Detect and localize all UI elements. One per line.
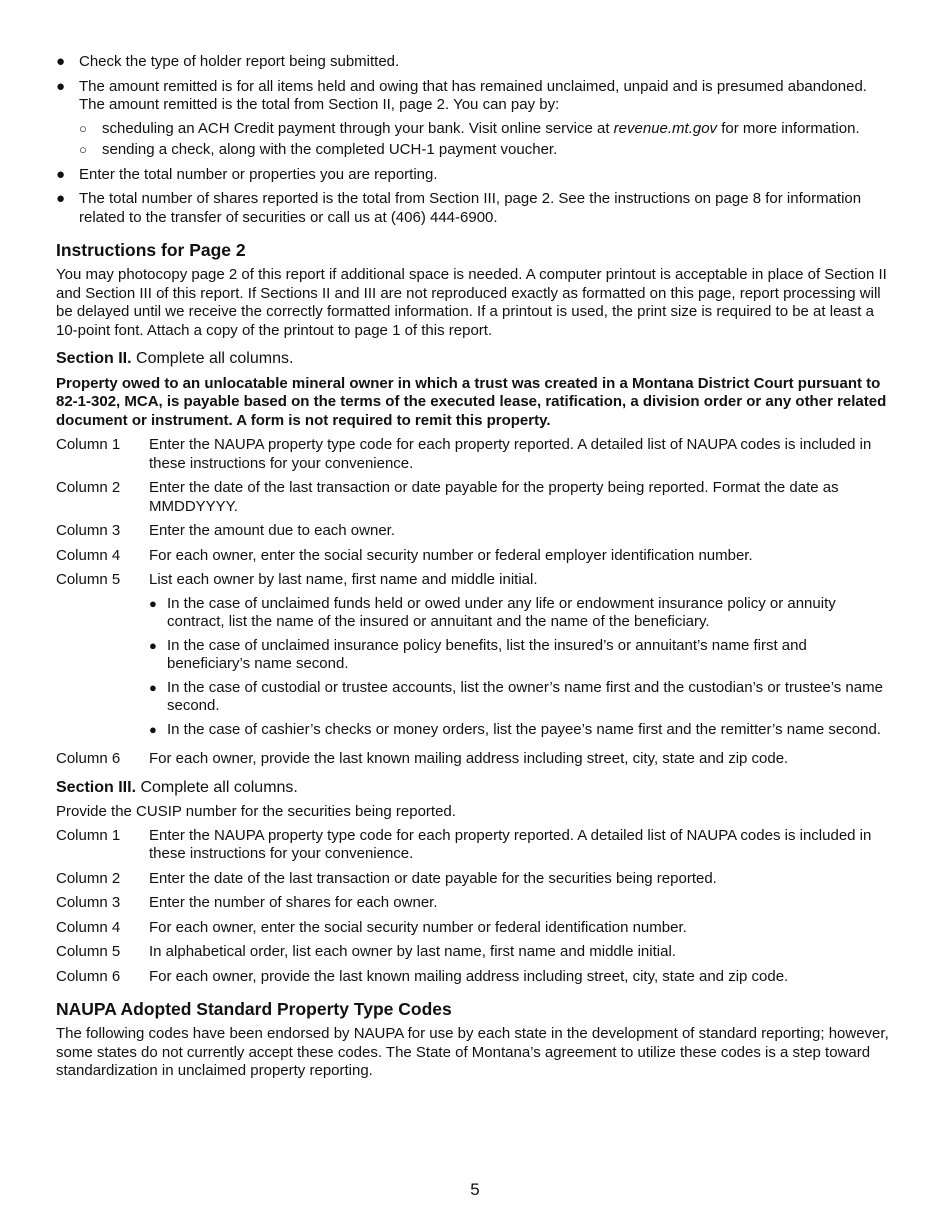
page-number: 5 — [470, 1180, 480, 1199]
column-row: Column 5 List each owner by last name, first name and middle initial. ● In the case of unclaimed funds held or owed under any life or endowment insurance policy or annuity contract, list the name of the insured or annuitant and the name of the beneficiary. ● In the case of unclaimed insurance policy benefits, list the insured’s or annuitant’s name first and beneficiary’s name second. ● In the case of custodial or trustee accounts, list the owner’s name first and the custodian’s or trustee’s name second. ● In the case of cashier’s checks or money orders, list the payee’s name first and the remitter’s name second. — [56, 571, 894, 744]
page2-heading: Instructions for Page 2 — [56, 240, 246, 260]
column-row: Column 4 For each owner, enter the social security number or federal employer identification number. — [56, 546, 753, 564]
list-item: ● In the case of custodial or trustee accounts, list the owner’s name first and the custodian’s or trustee’s name second. — [149, 678, 883, 714]
list-item: ● In the case of unclaimed insurance policy benefits, list the insured’s or annuitant’s name first and beneficiary’s name second. — [149, 636, 807, 672]
section3-intro: Provide the CUSIP number for the securities being reported. — [56, 803, 456, 820]
section2-columns — [56, 436, 894, 769]
revenue-link[interactable]: revenue.mt.gov — [613, 119, 718, 137]
list-item: ○ scheduling an ACH Credit payment through your bank. Visit online service at revenue.mt.gov for more information. — [79, 119, 860, 137]
list-item: ● In the case of cashier’s checks or money orders, list the payee’s name first and the remitter’s name second. — [149, 720, 881, 738]
naupa-text: The following codes have been endorsed by NAUPA for use by each state in the development of standard reporting; however, some states do not currently accept these codes. The State of Montana’s agreement to utilize these codes is a step toward standardization in unclaimed property reporting. — [56, 1025, 889, 1079]
list-item: ● In the case of unclaimed funds held or owed under any life or endowment insurance policy or annuity contract, list the name of the insured or annuitant and the name of the beneficiary. — [149, 594, 836, 630]
column-row: Column 3 Enter the number of shares for each owner. — [56, 894, 438, 911]
section2-heading: Section II. Complete all columns. — [56, 350, 294, 367]
column-row: Column 6 For each owner, provide the last known mailing address including street, city, state and zip code. — [56, 967, 789, 985]
column-row: Column 1 Enter the NAUPA property type code for each property reported. A detailed list of NAUPA codes is included in these instructions for your convenience. — [56, 826, 872, 862]
column-row: Column 4 For each owner, enter the social security number or federal identification number. — [56, 918, 687, 936]
column-row: Column 5 In alphabetical order, list each owner by last name, first name and middle initial. — [56, 943, 676, 960]
section2-bold-note: Property owed to an unlocatable mineral owner in which a trust was created in a Montana District Court pursuant to 82-1-302, MCA, is payable based on the terms of the executed lease, ratification, a division order or any other related document or instrument. A form is not required to remit this property. — [56, 374, 887, 429]
list-item: ● The total number of shares reported is the total from Section III, page 2. See the instructions on page 8 for information related to the transfer of securities or call us at (406) 444-6900. — [56, 190, 862, 226]
section3-heading: Section III. Complete all columns. — [56, 778, 298, 796]
page2-intro: You may photocopy page 2 of this report if additional space is needed. A computer printout is acceptable in place of Section II and Section III of this report. If Sections II and III are not reproduced exactly as formatted on this page, report processing will be delayed until we receive the correctly formatted information. If a printout is used, the print size is required to be at least a 10-point font. Attach a copy of the printout to page 1 of this report. — [56, 266, 887, 339]
list-item: ○ sending a check, along with the completed UCH-1 payment voucher. — [79, 141, 558, 158]
section3-columns — [56, 827, 894, 987]
column-row: Column 2 Enter the date of the last transaction or date payable for the securities being reported. — [56, 869, 717, 887]
column-row: Column 2 Enter the date of the last transaction or date payable for the property being reported. Format the date as MMDDYYYY. — [56, 479, 839, 515]
payment-options-list — [79, 120, 894, 160]
column5-bullets — [149, 595, 894, 740]
holder-report-bullets — [56, 53, 894, 227]
column-row: Column 1 Enter the NAUPA property type code for each property reported. A detailed list of NAUPA codes is included in these instructions for your convenience. — [56, 436, 872, 472]
list-item: ● Enter the total number or properties you are reporting. — [56, 165, 438, 183]
list-item: ● The amount remitted is for all items held and owing that has remained unclaimed, unpaid and is presumed abandoned. The amount remitted is the total from Section II, page 2. You can pay by: ○ scheduling an ACH Credit payment through your bank. Visit online service at revenue.mt.gov for more information. ○ sending a check, along with the completed UCH-1 payment voucher. — [56, 78, 894, 160]
naupa-heading: NAUPA Adopted Standard Property Type Codes — [56, 999, 452, 1019]
column-row: Column 6 For each owner, provide the last known mailing address including street, city, state and zip code. — [56, 750, 789, 767]
column-row: Column 3 Enter the amount due to each owner. — [56, 522, 395, 539]
list-item: ● Check the type of holder report being submitted. — [56, 53, 400, 70]
